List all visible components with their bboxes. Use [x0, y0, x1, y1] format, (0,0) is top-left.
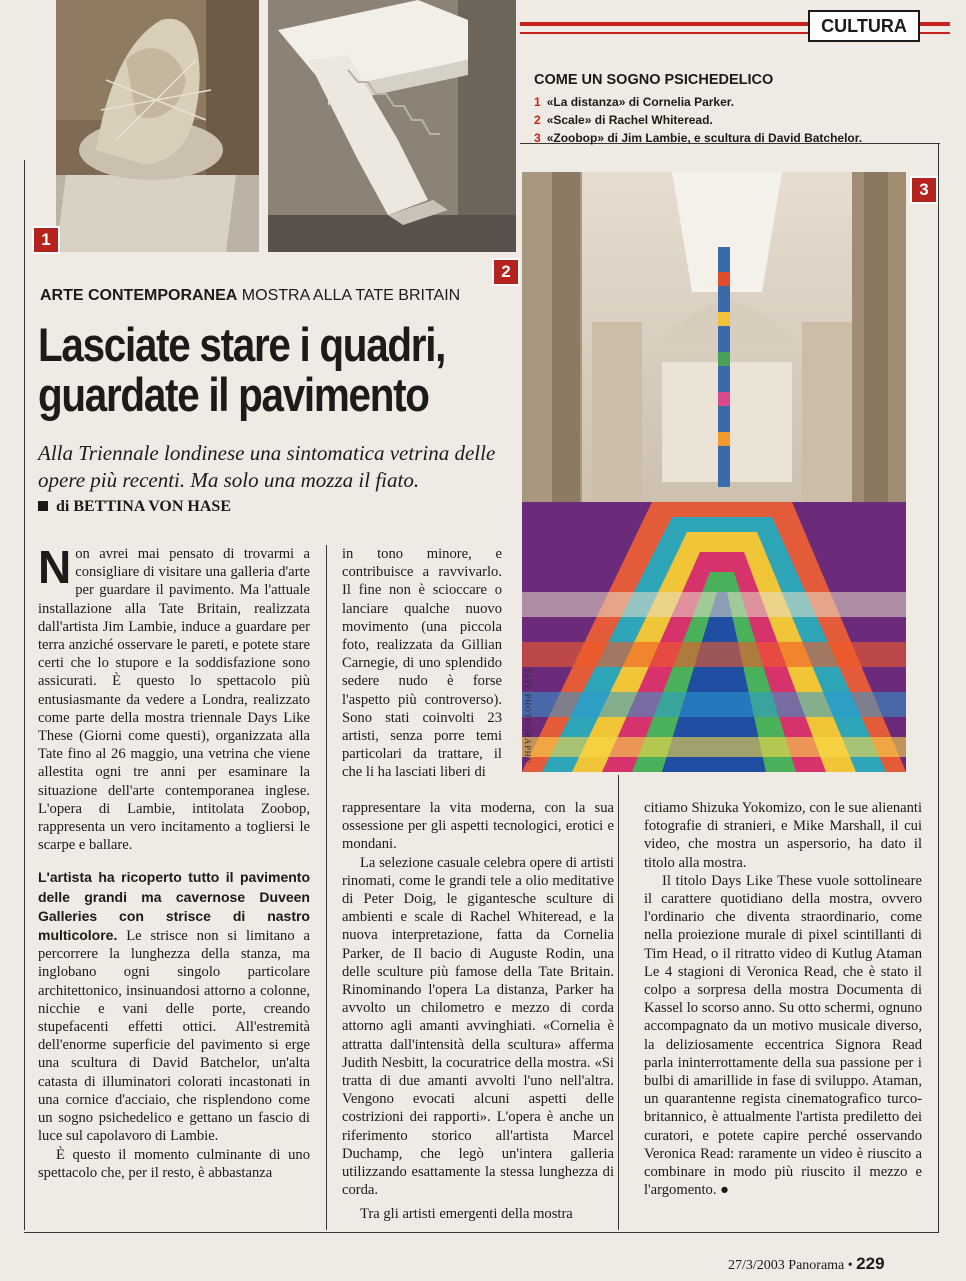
photo-scale	[268, 0, 516, 252]
caption-title: COME UN SOGNO PSICHEDELICO	[534, 72, 774, 88]
byline-author: di BETTINA VON HASE	[56, 498, 231, 515]
footer-separator: •	[847, 1258, 853, 1273]
photo-number-3: 3	[910, 176, 938, 204]
column-rule-2	[618, 775, 619, 1230]
photo-zoobop	[522, 172, 906, 772]
kicker-category: ARTE CONTEMPORANEA	[40, 287, 238, 304]
photo-number-1: 1	[32, 226, 60, 254]
caption-number: 1	[534, 95, 541, 109]
byline-square-icon	[38, 501, 48, 511]
paragraph-text: Le strisce non si limitano a percorrere la lunghezza della stanza, ma inglobano ogni singolo particolare architettonico, insinuandosi attorno a colonne, nicchie e vani delle porte, creando stupefacenti effetti ottici. All'estremità dell'enorme superficie del pavimento si erge una scultura di David Batchelor, un'alta catasta di illuminatori colorati incastonati in una cornice d'acciaio, che risplendono come un sogno psichedelico e gettano un fascio di luce sul capolavoro di Lambie.	[38, 928, 310, 1145]
caption-text: di Jim Lambie, e scultura di David Batchelor.	[604, 131, 863, 145]
paragraph	[38, 541, 310, 854]
caption-work: «Scale»	[546, 113, 592, 127]
paragraph	[38, 868, 310, 1145]
caption-text: di Cornelia Parker.	[625, 95, 735, 109]
deck: Alla Triennale londinese una sintomatica vetrina delle opere più recenti. Ma solo una mozza il fiato.	[38, 441, 496, 492]
frame-line-left	[24, 160, 25, 1230]
issue-date: 27/3/2003	[728, 1258, 785, 1273]
photo-credit: TATE PHOTOGRAPHY	[523, 668, 532, 765]
paragraph: citiamo Shizuka Yokomizo, con le sue alienanti fotografie di stranieri, e Mike Marshall, il cui video, che mostra un aspersorio, ha dato il titolo alla mostra.	[644, 800, 922, 871]
byline	[38, 498, 231, 516]
paragraph: in tono minore, e contribuisce a ravvivarlo. Il fine non è scioccare o lanciare qualche nuovo movimento (una piccola foto, realizzata da Gillian Carnegie, di uno splendido sedere nudo è forse l'aspetto più controverso). Sono stati coinvolti 23 artisti, senza porre temi particolari da trattare, il che li ha lasciati liberi di	[342, 546, 502, 781]
paragraph: La selezione casuale celebra opere di artisti rinomati, come le grandi tele a olio meditative di Peter Doig, le gigantesche sculture di ambienti e scale di Rachel Whiteread, e la nuova interpretazione, fatta da Cornelia Parker, de Il bacio di Auguste Rodin, una delle sculture più famose della Tate Britain. Rinominando l'opera La distanza, Parker ha avvolto un chilometro e mezzo di corda attorno agli amanti avvinghiati. «Cornelia è attratta dall'intensità della scultura» afferma Judith Nesbitt, la cocuratrice della mostra. «Si tratta di due amanti avvolti l'uno nell'altra. Vengono evocati alcuni aspetti delle costrizioni dei rapporti». L'opera è anche un riferimento storico all'artista Marcel Duchamp, che legò un'intera galleria utilizzando esattamente la stessa lunghezza di corda.	[342, 854, 614, 1199]
kicker	[40, 287, 460, 305]
section-tag: CULTURA	[808, 10, 920, 42]
caption-item-2	[534, 113, 713, 127]
drop-cap: N	[38, 541, 72, 593]
paragraph: rappresentare la vita moderna, con la sua ossessione per gli aspetti tecnologici, erotici e mondani.	[342, 800, 614, 853]
column-1	[38, 541, 310, 1233]
page-footer	[728, 1254, 885, 1274]
caption-item-3	[534, 131, 862, 145]
column-2-upper	[342, 545, 502, 782]
paragraph: Tra gli artisti emergenti della mostra	[360, 1206, 573, 1223]
magazine-name: Panorama	[788, 1258, 845, 1273]
caption-item-1	[534, 95, 734, 109]
lead-in: L'artista ha ricoperto tutto il pavimento delle grandi ma cavernose Duveen Galleries con strisce di nastro multicolore.	[38, 869, 310, 944]
kicker-topic: MOSTRA ALLA TATE BRITAIN	[237, 287, 461, 304]
caption-number: 3	[534, 131, 541, 145]
column-2-lower	[342, 799, 614, 1224]
headline-line-1: Lasciate stare i quadri,	[38, 318, 446, 371]
caption-work: «Zoobop»	[546, 131, 605, 145]
paragraph: È questo il momento culminante di uno spettacolo che, per il resto, è abbastanza	[38, 1146, 310, 1181]
headline	[38, 320, 451, 420]
frame-line-right	[938, 143, 939, 1233]
photo-number-2: 2	[492, 258, 520, 286]
photo-la-distanza	[56, 0, 259, 252]
paragraph-text: on avrei mai pensato di trovarmi a consigliare di visitare una galleria d'arte per guardare il pavimento. Ma l'attuale installazione alla Tate Britain, realizzata dall'artista Jim Lambie, induce a guardare per terra anziché osservare le pareti, e potete stare certi che lo stupore e la soddisfazione sono assicurati. È questo lo spettacolo più entusiasmante da vedere a Londra, realizzato come parte della mostra triennale Days Like These (Giorni come questi), organizzata alla Tate fino al 26 maggio, una vetrina che viene allestita ogni tre anni per esaminare la situazione dell'arte contemporanea inglese. L'opera di Lambie, intitolata Zoobop, rappresenta un vero incitamento a togliersi le scarpe e ballare.	[38, 546, 310, 854]
column-rule-1	[326, 545, 327, 1230]
caption-work: «La distanza»	[546, 95, 626, 109]
paragraph: Il titolo Days Like These vuole sottolineare il carattere quotidiano della mostra, ovvero l'ordinario che diventa straordinario, come nella proiezione murale di pixel scintillanti di Tim Head, o il ritratto video di Kutlug Ataman Le 4 stagioni di Veronica Read, che è stato il colpo a sorpresa della mostra Documenta di Kassel lo scorso anno. Su otto schermi, ognuno accompagnato da un motivo musicale diverso, la deliziosamente eccentrica Signora Read parla ininterrottamente della sua passione per i bulbi di amarillide in fase di sviluppo. Ataman, un quarantenne regista cinematografico turco-britannico, è attualmente l'artista prediletto dei curatori, e potete capire perché osservando Veronica Read: raramente un video è riuscito a combinare in modo più riuscito il mezzo e l'argomento. ●	[644, 872, 922, 1199]
headline-line-2: guardate il pavimento	[38, 368, 429, 421]
caption-number: 2	[534, 113, 541, 127]
caption-text: di Rachel Whiteread.	[591, 113, 713, 127]
page-number: 229	[856, 1254, 885, 1273]
column-3	[644, 799, 922, 1199]
